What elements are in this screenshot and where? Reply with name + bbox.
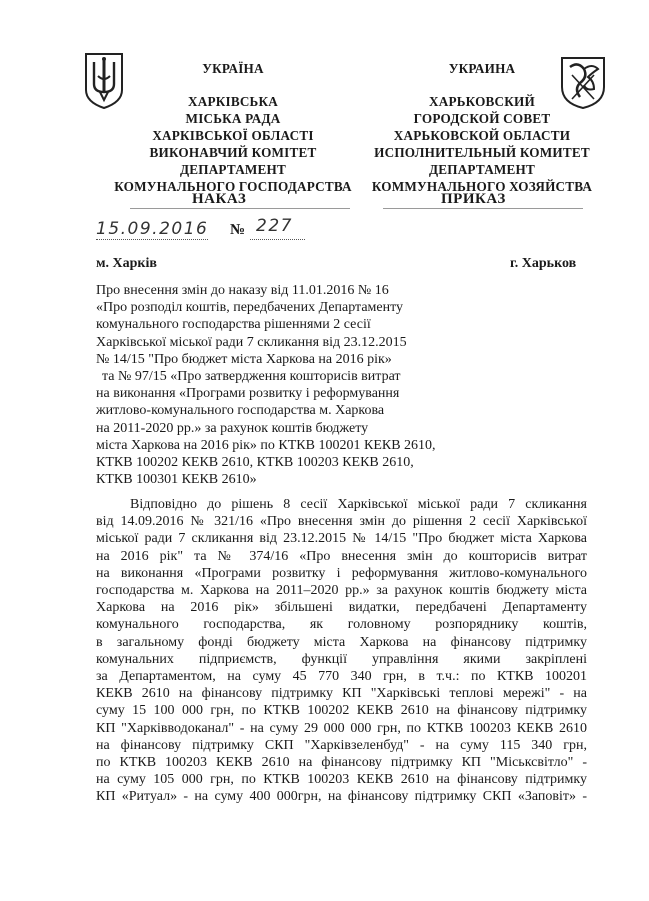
number-underline bbox=[250, 239, 305, 240]
body-line: суму 15 100 000 грн, по КТКВ 100202 КЕКВ 2610 на фінансову підтримку bbox=[96, 703, 587, 719]
body-line: за Департаментом, на суму 45 770 340 грн, в т.ч.: по КТКВ 100201 bbox=[96, 669, 587, 685]
subject-line: Харківської міської ради 7 скликання від 23.12.2015 bbox=[96, 334, 407, 350]
header-ru-line: ИСПОЛНИТЕЛЬНЫЙ КОМИТЕТ bbox=[374, 145, 590, 160]
subject-line: КТКВ 100202 КЕКВ 2610, КТКВ 100203 КЕКВ 2610, bbox=[96, 455, 414, 471]
divider bbox=[130, 208, 350, 209]
order-number: 227 bbox=[256, 216, 293, 236]
header-ru-line: ГОРОДСКОЙ СОВЕТ bbox=[413, 111, 551, 126]
header-ru-line: ДЕПАРТАМЕНТ bbox=[428, 162, 536, 177]
order-subject bbox=[96, 282, 516, 488]
header-ua-line: МІСЬКА РАДА bbox=[185, 111, 281, 126]
body-line: на суму 105 000 грн, по КТКВ 100203 КЕКВ 2610 на фінансову підтримку bbox=[96, 772, 587, 788]
order-number-label: № bbox=[230, 222, 246, 238]
header-russian bbox=[362, 60, 602, 195]
body-line: на 2016 рік" та № 374/16 «Про внесення змін до кошторисів витрат bbox=[96, 548, 587, 564]
order-title-ua: НАКАЗ bbox=[192, 191, 247, 207]
subject-line: КТКВ 100301 КЕКВ 2610» bbox=[96, 472, 257, 488]
date-underline bbox=[96, 239, 208, 240]
subject-line: на 2011-2020 рр.» за рахунок коштів бюджету bbox=[96, 420, 369, 436]
subject-line: «Про розподіл коштів, передбачених Департаменту bbox=[96, 300, 404, 316]
subject-line: № 14/15 "Про бюджет міста Харкова на 2016 рік» bbox=[96, 351, 392, 367]
body-line: від 14.09.2016 № 321/16 «Про внесення змін до рішення 2 сесії Харківської bbox=[96, 514, 587, 530]
header-ru-line: КОММУНАЛЬНОГО ХОЗЯЙСТВА bbox=[371, 179, 593, 194]
subject-line: Про внесення змін до наказу від 11.01.2016 № 16 bbox=[96, 283, 389, 298]
header-ru-line: ХАРЬКОВСКИЙ bbox=[429, 94, 535, 109]
body-line: КЕКВ 2610 на фінансову підтримку КП "Харківські теплові мережі" - на bbox=[96, 686, 587, 702]
header-ua-line: ХАРКІВСЬКОЇ ОБЛАСТІ bbox=[152, 128, 314, 143]
body-line: в загальному фонді бюджету міста Харкова на фінансову підтримку bbox=[96, 634, 587, 650]
body-line: міської ради 7 скликання від 23.12.2015 № 14/15 "Про бюджет міста Харкова bbox=[96, 531, 587, 547]
city-ru: г. Харьков bbox=[510, 256, 577, 271]
body-line: Харкова на 2016 рік» збільшені видатки, передбачені Департаменту bbox=[96, 600, 587, 616]
body-line: господарства м. Харкова на 2011–2020 рр.» за рахунок коштів бюджету міста bbox=[96, 583, 587, 599]
order-body-paragraph bbox=[96, 496, 587, 806]
divider bbox=[383, 208, 583, 209]
subject-line: міста Харкова на 2016 рік» по КТКВ 100201 КЕКВ 2610, bbox=[96, 437, 436, 453]
body-line: КП «Ритуал» - на суму 400 000грн, на фінансову підтримку СКП «Заповіт» - bbox=[96, 789, 587, 805]
body-line: комунальних підприємств, функції управління якими закріплені bbox=[96, 651, 587, 667]
subject-line: на виконання «Програми розвитку і реформування bbox=[96, 386, 400, 402]
country-name-ua: УКРАЇНА bbox=[202, 61, 264, 76]
subject-line: комунального господарства рішеннями 2 сесії bbox=[96, 317, 371, 333]
header-ua-line: ВИКОНАВЧИЙ КОМІТЕТ bbox=[149, 145, 317, 160]
body-line: Відповідно до рішень 8 сесії Харківської міської ради 7 скликання bbox=[130, 497, 587, 512]
header-ru-line: ХАРЬКОВСКОЙ ОБЛАСТИ bbox=[393, 128, 571, 143]
body-line: комунального господарства, як головному розпоряднику коштів, bbox=[96, 617, 587, 633]
header-ua-line: ХАРКІВСЬКА bbox=[188, 94, 278, 109]
body-line: КП "Харківводоканал" - на суму 29 000 000 грн, по КТКВ 100203 КЕКВ 2610 bbox=[96, 720, 587, 736]
subject-line: житлово-комунального господарства м. Харкова bbox=[96, 403, 385, 419]
header-ua-line: ДЕПАРТАМЕНТ bbox=[179, 162, 287, 177]
body-line: по КТКВ 100203 КЕКВ 2610 на фінансову підтримку КП "Міськсвітло" - bbox=[96, 755, 587, 771]
header-ua-line: КОМУНАЛЬНОГО ГОСПОДАРСТВА bbox=[114, 179, 352, 194]
country-name-ru: УКРАИНА bbox=[448, 61, 516, 76]
subject-line: та № 97/15 «Про затвердження кошторисів витрат bbox=[102, 369, 401, 385]
city-ua: м. Харків bbox=[96, 256, 157, 271]
body-line: на виконання «Програми розвитку і реформування житлово-комунального bbox=[96, 565, 587, 581]
body-line: на фінансову підтримку СКП "Харківзеленбуд" - на суму 115 340 грн, bbox=[96, 737, 587, 753]
header-ukrainian bbox=[108, 60, 358, 195]
order-date: 15.09.2016 bbox=[96, 219, 209, 239]
order-title-ru: ПРИКАЗ bbox=[441, 191, 506, 207]
